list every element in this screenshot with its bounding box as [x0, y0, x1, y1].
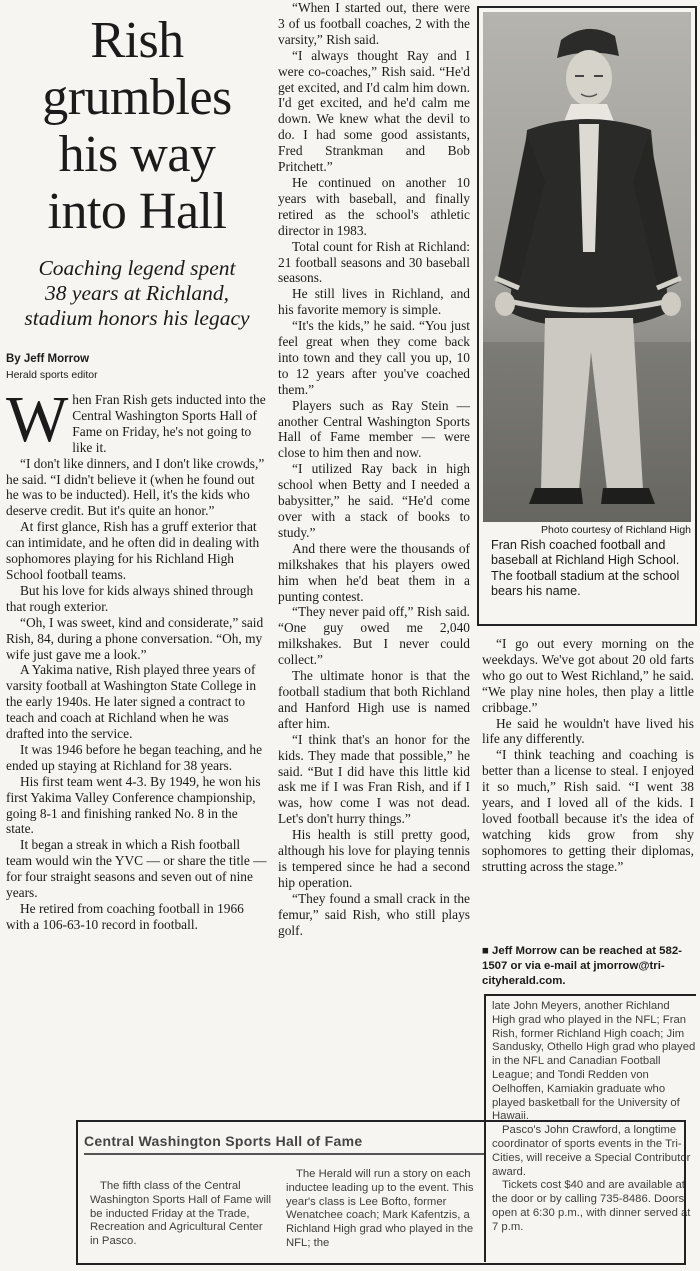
article-paragraph: “I don't like dinners, and I don't like crowds,” he said. “I didn't believe it (when he found out he was to be inducted). Hell, it's the kids who deserve credit. But it's quite an honor.”	[6, 455, 265, 519]
headline-line: grumbles	[42, 69, 232, 126]
article-paragraph: He said he wouldn't have lived his life any differently.	[482, 715, 694, 747]
coach-photo-illustration	[483, 12, 691, 522]
coach-photo	[483, 12, 691, 522]
article-paragraph: At first glance, Rish has a gruff exterior that can intimidate, and he often did in dealing with sophomores playing for his Richland High School football teams.	[6, 519, 260, 582]
subhead-line: 38 years at Richland,	[45, 281, 229, 305]
sidebar-title-rule	[84, 1153, 484, 1155]
sidebar-paragraph: Pasco's John Crawford, a longtime coordinator of sports events in the Tri-Cities, will receive a Special Contributor award.	[492, 1124, 691, 1178]
headline-line: Rish	[90, 12, 184, 69]
article-paragraph: His first team went 4-3. By 1949, he won his first Yakima Valley Conference championship, going 8-1 and finishing ranked No. 8 in the state.	[6, 773, 261, 837]
article-paragraph: It began a streak in which a Rish football team would win the YVC — or share the title — for four straight seasons and seven out of nine years.	[6, 837, 267, 901]
article-paragraph: He retired from coaching football in 1966 with a 106-63-10 record in football.	[6, 901, 244, 932]
article-paragraph: And there were the thousands of milkshakes that his players owed him when he'd beat them in a punting contest.	[278, 540, 470, 604]
headline	[6, 12, 268, 240]
author-contact: ■ Jeff Morrow can be reached at 582-1507 or via e-mail at jmorrow@tri-cityherald.com.	[482, 945, 682, 987]
article-paragraph: “I go out every morning on the weekdays. We've got about 20 old farts who go out to West Richland,” he said. “We play nine holes, then play a little cribbage.”	[482, 636, 694, 715]
article-column-3	[482, 636, 694, 875]
article-paragraph: “When I started out, there were 3 of us football coaches, 2 with the varsity,” Rish said.	[278, 0, 470, 47]
article-paragraph: “It's the kids,” he said. “You just feel great when they come back into town and they call you up, 10 to 12 years after you've coached them.”	[278, 318, 470, 397]
article-paragraph: He continued on another 10 years with baseball, and finally retired as the school's athletic director in 1983.	[278, 174, 470, 238]
article-paragraph: “Oh, I was sweet, kind and considerate,” said Rish, 84, during a phone conversation. “Oh, my wife just gave me a look.”	[6, 614, 264, 662]
lead-text: hen Fran Rish gets inducted into the Central Washington Sports Hall of Fame on Friday, he's not going to like it.	[72, 392, 266, 455]
photo-credit: Photo courtesy of Richland High	[541, 524, 691, 536]
sidebar-column-1	[90, 1180, 272, 1249]
article-column-1	[6, 383, 268, 933]
sidebar-title: Central Washington Sports Hall of Fame	[84, 1133, 363, 1149]
photo-caption: Fran Rish coached football and baseball at Richland High School. The football stadium at the school bears his name.	[491, 538, 680, 599]
article-paragraph: Total count for Rish at Richland: 21 football seasons and 30 baseball seasons.	[278, 238, 470, 286]
article-paragraph: “I utilized Ray back in high school when Betty and I needed a babysitter,” he said. “He'd come over with a stack of books to study.”	[278, 461, 470, 540]
subheadline	[6, 256, 268, 331]
article-paragraph: “I think that's an honor for the kids. They made that possible,” he said. “But I did have this little kid ask me if I was Fran Rish, and if I was, how come I was not dead. Let's don't hurry things.”	[278, 731, 470, 827]
drop-cap: W	[6, 383, 69, 456]
article-paragraph: “They never paid off,” Rish said. “One guy owed me 2,040 milkshakes. But I never could collect.”	[278, 604, 470, 668]
headline-line: his way	[58, 126, 216, 183]
article-paragraph: But his love for kids always shined through that rough exterior.	[6, 582, 254, 614]
article-paragraph: Players such as Ray Stein — another Central Washington Sports Hall of Fame member — were close to him then and now.	[278, 397, 470, 461]
byline-title: Herald sports editor	[6, 369, 98, 381]
sidebar-paragraph: The Herald will run a story on each inductee leading up to the event. This year's class is Lee Bofto, former Wenatchee coach; Mark Kafentzis, a Richland High grad who played in the NFL; the	[286, 1168, 474, 1249]
sidebar-paragraph: The fifth class of the Central Washington Sports Hall of Fame will be inducted Friday at the Trade, Recreation and Agricultural Center in Pasco.	[90, 1180, 272, 1248]
article-paragraph: The ultimate honor is that the football stadium that both Richland and Hanford High use is named after him.	[278, 668, 470, 731]
article-paragraph: “I think teaching and coaching is better than a license to steal. I enjoyed it so much,” Rish said. “I went 38 years, and I loved all of the kids. I loved football because it's the idea of watching kids grow from shy sophomores to getting their diplomas, strutting across the stage.”	[482, 747, 694, 874]
article-paragraph: “I always thought Ray and I were co-coaches,” Rish said. “He'd get excited, and I'd calm him down. I'd get excited, and he'd calm me down. We knew what the devil to do. I had some good assistants, Fred Strankman and Bob Pritchett.”	[278, 47, 470, 175]
byline: By Jeff Morrow	[6, 353, 90, 365]
article-paragraph: It was 1946 before he began teaching, and he ended up staying at Richland for 38 years.	[6, 741, 263, 773]
article-column-2	[278, 0, 470, 938]
subhead-line: stadium honors his legacy	[24, 306, 250, 330]
photo-box	[477, 6, 697, 626]
sidebar-paragraph: late John Meyers, another Richland High grad who played in the NFL; Fran Rish, former Richland High coach; Jim Sandusky, Othello High grad who played in the NFL and Canadian Football League; and Tondi Redden von Oelhoffen, Kamiakin graduate who played basketball for the University of Hawaii.	[492, 1000, 696, 1123]
article-paragraph: “They found a small crack in the femur,” said Rish, who still plays golf.	[278, 890, 470, 938]
subhead-line: Coaching legend spent	[38, 256, 236, 280]
article-paragraph: He still lives in Richland, and his favorite memory is simple.	[278, 286, 470, 318]
headline-line: into Hall	[47, 183, 227, 240]
article-paragraph: A Yakima native, Rish played three years of varsity football at Washington State College in the early 1940s. He later signed a contract to teach and coach at Richland when he was drafted into the service.	[6, 662, 257, 742]
article-paragraph: His health is still pretty good, although his love for playing tennis is tempered since he had a second hip operation.	[278, 827, 470, 890]
sidebar-paragraph: Tickets cost $40 and are available at the door or by calling 735-8486. Doors open at 6:30 p.m., with dinner served at 7 p.m.	[492, 1179, 691, 1233]
sidebar-column-2	[286, 1168, 478, 1251]
lead-paragraph	[6, 383, 268, 456]
